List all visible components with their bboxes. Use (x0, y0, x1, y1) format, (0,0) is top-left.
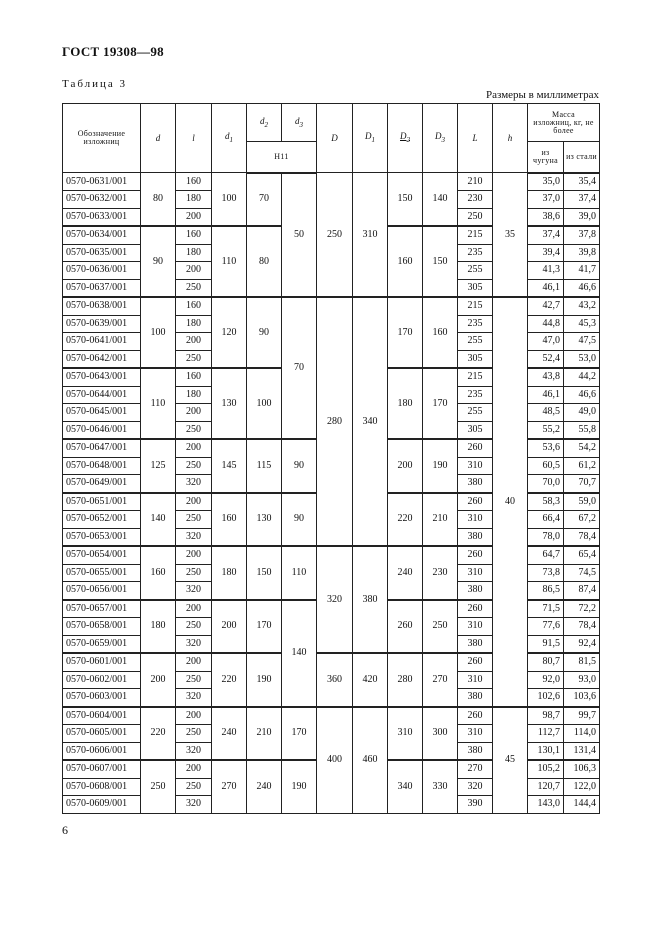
cell-l: 250 (176, 457, 212, 475)
cell-iron: 46,1 (528, 386, 564, 404)
cell-iron: 44,8 (528, 315, 564, 333)
cell-l: 260 (458, 653, 493, 671)
cell-l: 200 (176, 707, 212, 725)
cell-steel: 43,2 (564, 297, 600, 315)
table-body (63, 173, 600, 814)
cell-steel: 59,0 (564, 493, 600, 511)
cell-code: 0570-0646/001 (63, 421, 141, 439)
cell-code: 0570-0648/001 (63, 457, 141, 475)
cell-d: 125 (141, 439, 176, 493)
cell-l: 180 (176, 244, 212, 262)
cell-l: 310 (458, 725, 493, 743)
cell-d2: 310 (388, 707, 423, 761)
cell-l: 200 (176, 760, 212, 778)
cell-steel: 81,5 (564, 653, 600, 671)
cell-iron: 58,3 (528, 493, 564, 511)
cell-d2: 130 (247, 493, 282, 547)
cell-steel: 54,2 (564, 439, 600, 457)
cell-l: 250 (176, 725, 212, 743)
cell-l: 160 (176, 297, 212, 315)
cell-d: 220 (141, 707, 176, 761)
cell-d3: 170 (282, 707, 317, 761)
cell-steel: 114,0 (564, 725, 600, 743)
cell-iron: 37,4 (528, 226, 564, 244)
cell-d2: 160 (388, 226, 423, 297)
cell-l: 310 (458, 564, 493, 582)
cell-d3: 150 (423, 226, 458, 297)
cell-l: 160 (176, 368, 212, 386)
cell-l: 180 (176, 191, 212, 209)
cell-iron: 98,7 (528, 707, 564, 725)
cell-d3: 90 (282, 493, 317, 547)
cell-steel: 144,4 (564, 796, 600, 814)
cell-l: 260 (458, 493, 493, 511)
cell-code: 0570-0603/001 (63, 689, 141, 707)
cell-d2: 260 (388, 600, 423, 654)
cell-l: 260 (458, 439, 493, 457)
cell-d: 140 (141, 493, 176, 547)
cell-steel: 78,4 (564, 528, 600, 546)
cell-code: 0570-0656/001 (63, 582, 141, 600)
cell-iron: 43,8 (528, 368, 564, 386)
cell-d1: 460 (353, 707, 388, 814)
cell-steel: 70,7 (564, 475, 600, 493)
cell-iron: 42,7 (528, 297, 564, 315)
cell-code: 0570-0638/001 (63, 297, 141, 315)
cell-d1: 110 (212, 226, 247, 297)
cell-d3: 170 (423, 368, 458, 439)
cell-iron: 130,1 (528, 742, 564, 760)
cell-l: 250 (176, 778, 212, 796)
cell-iron: 64,7 (528, 546, 564, 564)
cell-code: 0570-0608/001 (63, 778, 141, 796)
cell-steel: 35,4 (564, 173, 600, 191)
cell-iron: 77,6 (528, 618, 564, 636)
cell-d1: 380 (353, 546, 388, 653)
cell-steel: 61,2 (564, 457, 600, 475)
cell-d3: 190 (282, 760, 317, 813)
cell-l: 255 (458, 404, 493, 422)
units-note: Размеры в миллиметрах (486, 89, 599, 101)
cell-iron: 37,0 (528, 191, 564, 209)
cell-code: 0570-0607/001 (63, 760, 141, 778)
cell-d1: 240 (212, 707, 247, 761)
cell-steel: 99,7 (564, 707, 600, 725)
table-caption: Таблица 3 (62, 78, 128, 90)
cell-d2: 70 (247, 173, 282, 227)
cell-steel: 46,6 (564, 279, 600, 297)
cell-l: 200 (176, 546, 212, 564)
cell-l: 255 (458, 333, 493, 351)
cell-l: 390 (458, 796, 493, 814)
cell-steel: 92,4 (564, 635, 600, 653)
cell-iron: 41,3 (528, 262, 564, 280)
cell-steel: 74,5 (564, 564, 600, 582)
cell-l: 250 (176, 671, 212, 689)
cell-code: 0570-0652/001 (63, 511, 141, 529)
cell-l: 320 (176, 796, 212, 814)
cell-l: 260 (458, 546, 493, 564)
header-D3: $D_3$ (423, 104, 458, 173)
cell-code: 0570-0654/001 (63, 546, 141, 564)
header-D2: $D_2$ (388, 104, 423, 173)
cell-steel: 53,0 (564, 350, 600, 368)
cell-iron: 46,1 (528, 279, 564, 297)
header-d1: $d_1$ (212, 104, 247, 173)
cell-iron: 48,5 (528, 404, 564, 422)
cell-d2: 190 (247, 653, 282, 707)
cell-iron: 70,0 (528, 475, 564, 493)
header-mass-iron: из чугуна (528, 142, 564, 173)
cell-l: 200 (176, 208, 212, 226)
cell-d: 90 (141, 226, 176, 297)
cell-l: 380 (458, 635, 493, 653)
cell-d2: 180 (388, 368, 423, 439)
cell-iron: 78,0 (528, 528, 564, 546)
cell-iron: 143,0 (528, 796, 564, 814)
cell-steel: 49,0 (564, 404, 600, 422)
cell-l: 250 (176, 511, 212, 529)
cell-iron: 86,5 (528, 582, 564, 600)
cell-steel: 78,4 (564, 618, 600, 636)
cell-d3: 140 (423, 173, 458, 227)
cell-l: 215 (458, 297, 493, 315)
cell-l: 320 (176, 582, 212, 600)
cell-steel: 37,4 (564, 191, 600, 209)
cell-code: 0570-0651/001 (63, 493, 141, 511)
cell-d: 200 (141, 653, 176, 707)
cell-l: 180 (176, 315, 212, 333)
cell-d2: 240 (388, 546, 423, 600)
cell-l: 310 (458, 618, 493, 636)
cell-l: 310 (458, 671, 493, 689)
cell-l: 380 (458, 689, 493, 707)
cell-d3: 270 (423, 653, 458, 707)
cell-l: 255 (458, 262, 493, 280)
header-D: D (317, 104, 353, 173)
header-designation: Обозначение изложниц (63, 104, 141, 173)
cell-l: 200 (176, 262, 212, 280)
header-d3: $d_3$ (282, 104, 317, 142)
cell-l: 230 (458, 191, 493, 209)
cell-l: 260 (458, 707, 493, 725)
cell-d1: 120 (212, 297, 247, 368)
cell-d1: 130 (212, 368, 247, 439)
page-number: 6 (62, 823, 68, 837)
cell-d: 360 (317, 653, 353, 707)
cell-steel: 39,8 (564, 244, 600, 262)
cell-d3: 160 (423, 297, 458, 368)
cell-code: 0570-0605/001 (63, 725, 141, 743)
cell-code: 0570-0631/001 (63, 173, 141, 191)
cell-iron: 120,7 (528, 778, 564, 796)
cell-code: 0570-0642/001 (63, 350, 141, 368)
cell-steel: 106,3 (564, 760, 600, 778)
cell-l: 200 (176, 600, 212, 618)
document-title: ГОСТ 19308—98 (62, 44, 164, 59)
cell-d3: 70 (282, 297, 317, 439)
cell-iron: 80,7 (528, 653, 564, 671)
cell-d: 80 (141, 173, 176, 227)
cell-l: 305 (458, 421, 493, 439)
cell-l: 320 (176, 528, 212, 546)
cell-steel: 87,4 (564, 582, 600, 600)
cell-d1: 420 (353, 653, 388, 707)
header-D1: $D_1$ (353, 104, 388, 173)
cell-iron: 112,7 (528, 725, 564, 743)
cell-l: 160 (176, 226, 212, 244)
cell-steel: 67,2 (564, 511, 600, 529)
cell-d1: 180 (212, 546, 247, 600)
cell-d: 250 (141, 760, 176, 813)
header-l: l (176, 104, 212, 173)
table-row (63, 707, 600, 725)
cell-h: 45 (493, 707, 528, 814)
cell-code: 0570-0653/001 (63, 528, 141, 546)
cell-l: 320 (176, 742, 212, 760)
cell-code: 0570-0601/001 (63, 653, 141, 671)
cell-l: 380 (458, 742, 493, 760)
cell-l: 235 (458, 386, 493, 404)
cell-h: 35 (493, 173, 528, 298)
cell-code: 0570-0649/001 (63, 475, 141, 493)
header-mass-steel: из стали (564, 142, 600, 173)
cell-iron: 39,4 (528, 244, 564, 262)
ingot-mould-table (62, 103, 600, 814)
cell-l: 215 (458, 368, 493, 386)
cell-l: 235 (458, 244, 493, 262)
cell-steel: 72,2 (564, 600, 600, 618)
cell-d2: 210 (247, 707, 282, 761)
cell-code: 0570-0639/001 (63, 315, 141, 333)
cell-d3: 300 (423, 707, 458, 761)
cell-l: 250 (176, 421, 212, 439)
cell-iron: 47,0 (528, 333, 564, 351)
cell-iron: 71,5 (528, 600, 564, 618)
cell-steel: 45,3 (564, 315, 600, 333)
cell-d: 250 (317, 173, 353, 298)
cell-iron: 102,6 (528, 689, 564, 707)
cell-l: 235 (458, 315, 493, 333)
cell-l: 320 (176, 635, 212, 653)
cell-l: 210 (458, 173, 493, 191)
cell-iron: 52,4 (528, 350, 564, 368)
cell-d2: 240 (247, 760, 282, 813)
cell-d: 160 (141, 546, 176, 600)
cell-iron: 73,8 (528, 564, 564, 582)
cell-d3: 140 (282, 600, 317, 707)
cell-d2: 150 (388, 173, 423, 227)
cell-l: 215 (458, 226, 493, 244)
cell-code: 0570-0644/001 (63, 386, 141, 404)
cell-d: 280 (317, 297, 353, 546)
header-h11: H11 (247, 142, 317, 173)
cell-code: 0570-0634/001 (63, 226, 141, 244)
cell-steel: 37,8 (564, 226, 600, 244)
cell-l: 380 (458, 475, 493, 493)
cell-d3: 210 (423, 493, 458, 547)
cell-d2: 340 (388, 760, 423, 813)
cell-d: 180 (141, 600, 176, 654)
cell-d1: 340 (353, 297, 388, 546)
cell-iron: 60,5 (528, 457, 564, 475)
cell-d3: 230 (423, 546, 458, 600)
cell-l: 250 (176, 564, 212, 582)
table-row (63, 297, 600, 315)
cell-d1: 310 (353, 173, 388, 298)
cell-code: 0570-0636/001 (63, 262, 141, 280)
cell-l: 310 (458, 457, 493, 475)
cell-d2: 90 (247, 297, 282, 368)
cell-l: 200 (176, 404, 212, 422)
cell-iron: 66,4 (528, 511, 564, 529)
table-row (63, 173, 600, 191)
cell-l: 270 (458, 760, 493, 778)
cell-iron: 38,6 (528, 208, 564, 226)
cell-d3: 90 (282, 439, 317, 493)
cell-d3: 110 (282, 546, 317, 600)
cell-code: 0570-0659/001 (63, 635, 141, 653)
cell-l: 380 (458, 582, 493, 600)
cell-code: 0570-0641/001 (63, 333, 141, 351)
cell-l: 380 (458, 528, 493, 546)
cell-code: 0570-0643/001 (63, 368, 141, 386)
cell-d2: 200 (388, 439, 423, 493)
cell-d: 320 (317, 546, 353, 653)
cell-code: 0570-0604/001 (63, 707, 141, 725)
header-d2: $d_2$ (247, 104, 282, 142)
cell-d3: 250 (423, 600, 458, 654)
cell-d2: 100 (247, 368, 282, 439)
cell-d2: 280 (388, 653, 423, 707)
cell-code: 0570-0658/001 (63, 618, 141, 636)
cell-d3: 190 (423, 439, 458, 493)
cell-d1: 160 (212, 493, 247, 547)
cell-steel: 44,2 (564, 368, 600, 386)
cell-iron: 55,2 (528, 421, 564, 439)
cell-iron: 105,2 (528, 760, 564, 778)
cell-l: 250 (176, 350, 212, 368)
cell-l: 250 (458, 208, 493, 226)
cell-l: 200 (176, 653, 212, 671)
cell-steel: 47,5 (564, 333, 600, 351)
cell-steel: 55,8 (564, 421, 600, 439)
header-L: L (458, 104, 493, 173)
cell-steel: 103,6 (564, 689, 600, 707)
cell-code: 0570-0645/001 (63, 404, 141, 422)
cell-d: 110 (141, 368, 176, 439)
cell-code: 0570-0606/001 (63, 742, 141, 760)
cell-iron: 53,6 (528, 439, 564, 457)
cell-d3: 50 (282, 173, 317, 298)
cell-code: 0570-0633/001 (63, 208, 141, 226)
cell-d: 400 (317, 707, 353, 814)
cell-l: 200 (176, 493, 212, 511)
cell-d2: 115 (247, 439, 282, 493)
cell-l: 160 (176, 173, 212, 191)
cell-l: 250 (176, 618, 212, 636)
cell-l: 320 (458, 778, 493, 796)
cell-l: 200 (176, 439, 212, 457)
cell-code: 0570-0635/001 (63, 244, 141, 262)
cell-d1: 145 (212, 439, 247, 493)
cell-steel: 65,4 (564, 546, 600, 564)
cell-h: 40 (493, 297, 528, 707)
header-d: d (141, 104, 176, 173)
cell-d1: 220 (212, 653, 247, 707)
cell-iron: 91,5 (528, 635, 564, 653)
cell-code: 0570-0655/001 (63, 564, 141, 582)
header-mass: Масса изложниц, кг, не более (528, 104, 600, 142)
cell-l: 180 (176, 386, 212, 404)
cell-d: 100 (141, 297, 176, 368)
cell-code: 0570-0609/001 (63, 796, 141, 814)
cell-code: 0570-0632/001 (63, 191, 141, 209)
cell-steel: 131,4 (564, 742, 600, 760)
cell-code: 0570-0637/001 (63, 279, 141, 297)
cell-l: 320 (176, 689, 212, 707)
cell-d2: 170 (388, 297, 423, 368)
header-h: h (493, 104, 528, 173)
cell-l: 320 (176, 475, 212, 493)
cell-d2: 80 (247, 226, 282, 297)
cell-l: 305 (458, 279, 493, 297)
cell-code: 0570-0647/001 (63, 439, 141, 457)
cell-l: 200 (176, 333, 212, 351)
cell-d2: 220 (388, 493, 423, 547)
cell-l: 310 (458, 511, 493, 529)
cell-d2: 170 (247, 600, 282, 654)
cell-steel: 122,0 (564, 778, 600, 796)
cell-l: 305 (458, 350, 493, 368)
cell-steel: 93,0 (564, 671, 600, 689)
cell-steel: 41,7 (564, 262, 600, 280)
cell-l: 250 (176, 279, 212, 297)
cell-d1: 200 (212, 600, 247, 654)
cell-code: 0570-0602/001 (63, 671, 141, 689)
cell-code: 0570-0657/001 (63, 600, 141, 618)
cell-d1: 270 (212, 760, 247, 813)
cell-iron: 92,0 (528, 671, 564, 689)
cell-d2: 150 (247, 546, 282, 600)
cell-steel: 39,0 (564, 208, 600, 226)
cell-iron: 35,0 (528, 173, 564, 191)
cell-steel: 46,6 (564, 386, 600, 404)
cell-d3: 330 (423, 760, 458, 813)
cell-l: 260 (458, 600, 493, 618)
cell-d1: 100 (212, 173, 247, 227)
